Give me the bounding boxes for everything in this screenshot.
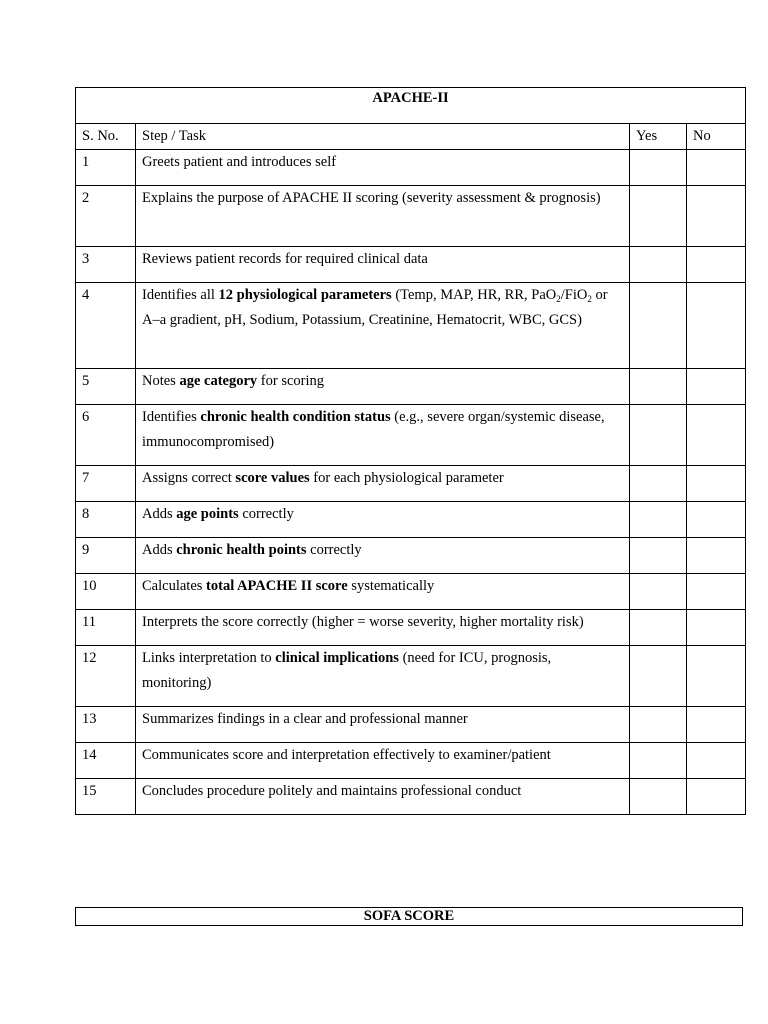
step-task bbox=[136, 610, 630, 646]
no-checkbox-cell[interactable] bbox=[687, 646, 746, 707]
sofa-score-title: SOFA SCORE bbox=[75, 907, 743, 926]
task-text: Assigns correct bbox=[142, 470, 236, 486]
table-row bbox=[76, 779, 746, 815]
table-row bbox=[76, 707, 746, 743]
task-text-bold: 12 physiological parameters bbox=[218, 287, 392, 303]
no-checkbox-cell[interactable] bbox=[687, 369, 746, 405]
step-number: 14 bbox=[76, 743, 136, 779]
step-task bbox=[136, 538, 630, 574]
table-row bbox=[76, 538, 746, 574]
step-task bbox=[136, 743, 630, 779]
task-text-subscript: 2 bbox=[556, 294, 561, 304]
yes-checkbox-cell[interactable] bbox=[630, 743, 687, 779]
table-row bbox=[76, 610, 746, 646]
no-checkbox-cell[interactable] bbox=[687, 538, 746, 574]
no-checkbox-cell[interactable] bbox=[687, 283, 746, 369]
no-checkbox-cell[interactable] bbox=[687, 247, 746, 283]
header-no: No bbox=[687, 124, 746, 150]
step-task bbox=[136, 369, 630, 405]
checklist-rows bbox=[76, 150, 746, 815]
step-number: 3 bbox=[76, 247, 136, 283]
yes-checkbox-cell[interactable] bbox=[630, 707, 687, 743]
apache-title: APACHE-II bbox=[76, 88, 746, 124]
step-number: 12 bbox=[76, 646, 136, 707]
no-checkbox-cell[interactable] bbox=[687, 707, 746, 743]
step-task bbox=[136, 574, 630, 610]
header-sno: S. No. bbox=[76, 124, 136, 150]
no-checkbox-cell[interactable] bbox=[687, 405, 746, 466]
yes-checkbox-cell[interactable] bbox=[630, 610, 687, 646]
yes-checkbox-cell[interactable] bbox=[630, 405, 687, 466]
yes-checkbox-cell[interactable] bbox=[630, 502, 687, 538]
task-text-subscript: 2 bbox=[587, 294, 592, 304]
task-text: systematically bbox=[347, 578, 435, 594]
task-text: (Temp, MAP, HR, RR, PaO bbox=[391, 287, 557, 303]
yes-checkbox-cell[interactable] bbox=[630, 247, 687, 283]
step-number: 8 bbox=[76, 502, 136, 538]
step-number: 9 bbox=[76, 538, 136, 574]
no-checkbox-cell[interactable] bbox=[687, 186, 746, 247]
step-task bbox=[136, 707, 630, 743]
step-number: 1 bbox=[76, 150, 136, 186]
apache-checklist-table bbox=[75, 87, 746, 815]
task-text: Explains the purpose of APACHE II scoring (severity assessment & prognosis) bbox=[142, 190, 601, 206]
task-text: Communicates score and interpretation effectively to examiner/patient bbox=[142, 747, 551, 763]
task-text-bold: clinical implications bbox=[275, 650, 399, 666]
no-checkbox-cell[interactable] bbox=[687, 743, 746, 779]
task-text-bold: age points bbox=[176, 506, 239, 522]
task-text: Identifies bbox=[142, 409, 201, 425]
task-text: (e.g., severe organ/systemic disease, immunocompromised) bbox=[142, 409, 605, 450]
yes-checkbox-cell[interactable] bbox=[630, 574, 687, 610]
step-number: 15 bbox=[76, 779, 136, 815]
yes-checkbox-cell[interactable] bbox=[630, 466, 687, 502]
yes-checkbox-cell[interactable] bbox=[630, 150, 687, 186]
step-number: 2 bbox=[76, 186, 136, 247]
step-task bbox=[136, 405, 630, 466]
step-number: 11 bbox=[76, 610, 136, 646]
task-text: correctly bbox=[238, 506, 294, 522]
no-checkbox-cell[interactable] bbox=[687, 574, 746, 610]
no-checkbox-cell[interactable] bbox=[687, 502, 746, 538]
step-number: 13 bbox=[76, 707, 136, 743]
task-text: (need for ICU, prognosis, monitoring) bbox=[142, 650, 552, 691]
task-text: for each physiological parameter bbox=[309, 470, 504, 486]
task-text: Summarizes findings in a clear and professional manner bbox=[142, 711, 468, 727]
step-number: 6 bbox=[76, 405, 136, 466]
yes-checkbox-cell[interactable] bbox=[630, 283, 687, 369]
task-text: Interprets the score correctly (higher = worse severity, higher mortality risk) bbox=[142, 614, 584, 630]
table-row bbox=[76, 150, 746, 186]
table-row bbox=[76, 466, 746, 502]
yes-checkbox-cell[interactable] bbox=[630, 646, 687, 707]
table-row bbox=[76, 186, 746, 247]
task-text: for scoring bbox=[257, 373, 325, 389]
task-text-bold: age category bbox=[179, 373, 258, 389]
table-row bbox=[76, 646, 746, 707]
table-row bbox=[76, 743, 746, 779]
task-text: Links interpretation to bbox=[142, 650, 276, 666]
task-text: Concludes procedure politely and maintains professional conduct bbox=[142, 783, 522, 799]
task-text: /FiO bbox=[560, 287, 588, 303]
task-text-bold: chronic health condition status bbox=[200, 409, 391, 425]
step-number: 5 bbox=[76, 369, 136, 405]
step-number: 7 bbox=[76, 466, 136, 502]
task-text: correctly bbox=[306, 542, 362, 558]
step-number: 4 bbox=[76, 283, 136, 369]
step-number: 10 bbox=[76, 574, 136, 610]
table-row bbox=[76, 502, 746, 538]
table-row bbox=[76, 369, 746, 405]
step-task bbox=[136, 186, 630, 247]
task-text-bold: chronic health points bbox=[176, 542, 307, 558]
table-row bbox=[76, 247, 746, 283]
task-text: Adds bbox=[142, 506, 177, 522]
step-task bbox=[136, 779, 630, 815]
task-text: Greets patient and introduces self bbox=[142, 154, 337, 170]
no-checkbox-cell[interactable] bbox=[687, 466, 746, 502]
yes-checkbox-cell[interactable] bbox=[630, 538, 687, 574]
table-row bbox=[76, 283, 746, 369]
step-task bbox=[136, 646, 630, 707]
task-text: Calculates bbox=[142, 578, 207, 594]
step-task bbox=[136, 283, 630, 369]
step-task bbox=[136, 247, 630, 283]
task-text: Adds bbox=[142, 542, 177, 558]
step-task bbox=[136, 150, 630, 186]
step-task bbox=[136, 466, 630, 502]
header-yes: Yes bbox=[630, 124, 687, 150]
no-checkbox-cell[interactable] bbox=[687, 610, 746, 646]
yes-checkbox-cell[interactable] bbox=[630, 369, 687, 405]
task-text-bold: total APACHE II score bbox=[206, 578, 348, 594]
no-checkbox-cell[interactable] bbox=[687, 150, 746, 186]
table-row bbox=[76, 405, 746, 466]
no-checkbox-cell[interactable] bbox=[687, 779, 746, 815]
task-text: Reviews patient records for required clinical data bbox=[142, 251, 428, 267]
task-text-bold: score values bbox=[235, 470, 310, 486]
table-header-row bbox=[76, 124, 746, 150]
step-task bbox=[136, 502, 630, 538]
task-text: Identifies all bbox=[142, 287, 219, 303]
table-row bbox=[76, 574, 746, 610]
yes-checkbox-cell[interactable] bbox=[630, 186, 687, 247]
task-text: Notes bbox=[142, 373, 180, 389]
task-text: or A–a gradient, pH, Sodium, Potassium, Creatinine, Hematocrit, WBC, GCS) bbox=[142, 287, 608, 328]
header-task: Step / Task bbox=[136, 124, 630, 150]
yes-checkbox-cell[interactable] bbox=[630, 779, 687, 815]
